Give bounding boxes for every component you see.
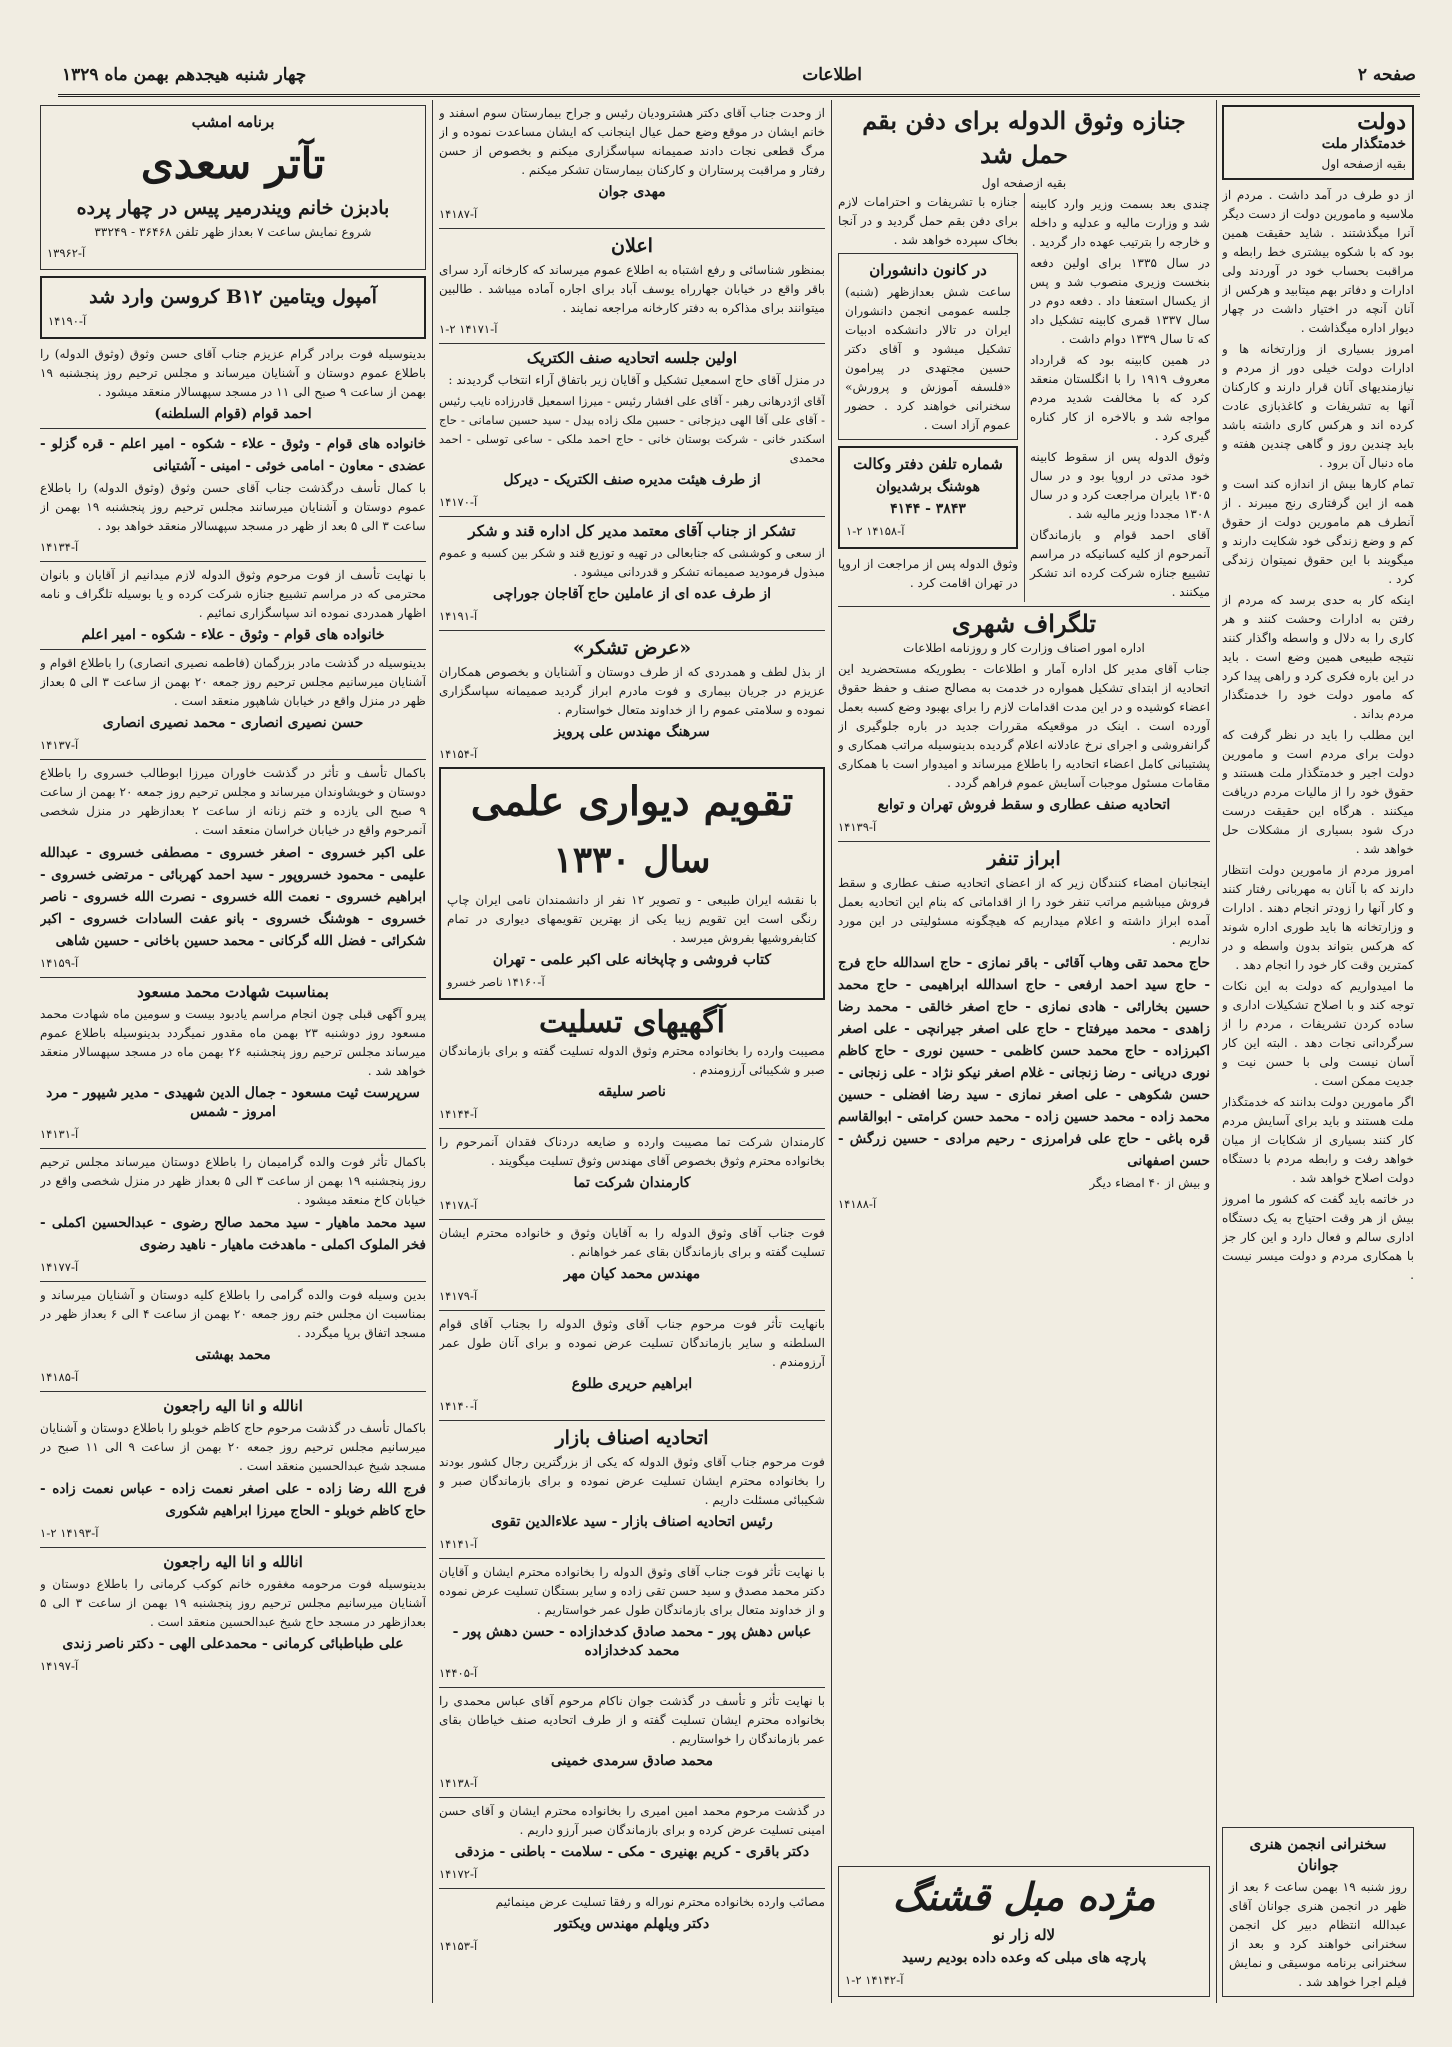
law-office-phones: ۳۸۴۳ - ۴۱۴۴: [890, 501, 966, 517]
condolence-item: [439, 1315, 825, 1416]
ad-code: آ-۱۴۱۷۷: [40, 1260, 79, 1274]
ladies-sign: خانواده های قوام - وثوق - علاء - شکوه - امیر اعلم: [81, 627, 385, 643]
announcement: [439, 233, 825, 339]
ad-code: آ-۱۴۱۵۴: [439, 747, 478, 761]
vitamin-title: آمپول ویتامین B۱۲ کروسن وارد شد: [89, 286, 377, 308]
section-rule: [439, 1310, 825, 1311]
condolence-item: [439, 1042, 825, 1124]
protest-note: و بیش از ۴۰ امضاء دیگر: [1089, 1176, 1210, 1190]
family-condolence-text: با نهایت تأثر فوت جناب آقای وثوق الدوله را بخانواده محترم ایشان و آقایان دکتر محمد مصدق و سید حسن تقی زاده و سایر بستگان تسلیت عرض نموده و از خداوند متعال برای بازماندگان طول عمر خواستاریم .: [439, 1565, 825, 1617]
khoblu-text: باکمال تأسف در گذشت مرحوم حاج کاظم خوبلو را باطلاع دوستان و آشنایان میرسانیم مجلس ترحیم روز جمعه ۲۰ بهمن از ساعت ۹ الی ۱۱ صبح در مسجد شیخ عبدالحسین منعقد است .: [40, 1421, 426, 1473]
beheshti-notice: [40, 1286, 426, 1387]
youth-art-title: سخنرانی انجمن هنری جوانان: [1249, 1835, 1387, 1874]
article-paragraph: آقای احمد قوام و بازماندگان آنمرحوم از کلیه کسانیکه در مراسم تشییع جنازه شرکت کرده اند تشکر میکنند .: [1030, 528, 1210, 599]
razavi-notice: [40, 1153, 426, 1277]
section-rule: [40, 1281, 426, 1282]
editorial-paragraph: در خاتمه باید گفت که کشور ما امروز بیش از هر وقت احتیاج به یک دستگاه اداری سالم و فعال دارد و این کار جز با همکاری مردم و دولت میسر نیست .: [1222, 1192, 1414, 1282]
ad-code: آ-۱۴۱۵۸ ۲-۱: [846, 524, 905, 538]
funeral-headline: جنازه وثوق الدوله برای دفن بقم حمل شد: [862, 106, 1186, 169]
beheshti-sign: محمد بهشتی: [195, 1347, 271, 1363]
protest-title: ابراز تنفر: [987, 848, 1061, 870]
bazaar-union-title: اتحادیه اصناف بازار: [555, 1427, 709, 1449]
section-rule: [439, 630, 825, 631]
show-time: شروع نمایش ساعت ۷ بعداز ظهر تلفن ۳۶۴۶۸ - ۳۳۲۴۹: [94, 225, 372, 239]
bazaar-union-text: فوت مرحوم جناب آقای وثوق الدوله که یکی از بزرگترین رجال کشور بودند را بخانواده محترم ایشان تسلیت عرض نموده و برای بازماندگان صبر و شکیبائی مسئلت داریم .: [439, 1455, 825, 1507]
article-paragraph: جنازه با تشریفات و احترامات لازم برای دفن بقم حمل گردید و در آنجا بخاک سپرده خواهد شد .: [838, 195, 1018, 247]
ladies-text: با نهایت تأسف از فوت مرحوم وثوق الدوله لازم میدانیم از آقایان و بانوان محترمی که در مراسم تشییع جنازه شرکت کرده و یا بوسیله تلگراف و نامه اظهار همدردی نموده اند سپاسگزاری نمائیم .: [40, 568, 426, 620]
article-paragraph: در همین کابینه بود که قرارداد معروف ۱۹۱۹ را با انگلستان منعقد کرد که با مخالفت شدید مردم مواجه شد و بالاخره از کار کناره گیری کرد .: [1030, 353, 1210, 443]
youth-art-text: روز شنبه ۱۹ بهمن ساعت ۶ بعد از ظهر در انجمن هنری جوانان آقای عبدالله انتظام دبیر کل انجمن سخنرانی خواهند کرد و بعد از سخنرانی برنامه موسیقی و نمایش فیلم اجرا خواهد شد .: [1229, 1880, 1407, 1989]
furniture-text: پارچه های مبلی که وعده داده بودیم رسید: [901, 1950, 1147, 1966]
electric-union: [439, 348, 825, 512]
furniture-location: لاله زار نو: [992, 1926, 1056, 1944]
tonight-label: برنامه امشب: [191, 113, 275, 131]
section-rule: [40, 977, 426, 978]
families-notice: [40, 433, 426, 557]
qavam-sign: احمد قوام (قوام السلطنه): [154, 406, 312, 422]
editorial-paragraph: این مطلب را باید در نظر گرفت که دولت برای مردم است و مامورین دولت اجیر و خدمتگذار ملت هستند و حقوق خود را از مالیات مردم دریافت میکنند . هرگاه این حقیقت درست درک شود بسیاری از مشکلات حل خواهد شد .: [1222, 728, 1414, 856]
editorial-paragraph: تمام کارها بیش از اندازه کند است و همه از این گرفتاری رنج میبرند . از آنطرف هم مامورین دولت از حقوق کم و وضع زندگی خود شکایت دارند و میگویند با این حقوق نمیتوان زندگی کرد .: [1222, 477, 1414, 586]
calendar-seller: کتاب فروشی و چاپخانه علی اکبر علمی - تهران: [492, 952, 772, 968]
masoud-notice: [40, 982, 426, 1144]
scholars-text: ساعت شش بعدازظهر (شنبه) جلسه عمومی انجمن دانشوران ایران در تالار دانشکده ادبیات تشکیل میشود و آقای دکتر حسین مجتهدی در پیرامون «فلسفه آموزش و پرورش» سخنرانی خواهند کرد . حضور عموم آزاد است .: [845, 285, 1011, 432]
ad-code: آ-۱۴۱۵۹: [40, 956, 79, 970]
bottom-condolence-text: مصائب وارده بخانواده محترم نوراله و رفقا تسلیت عرض مینمائیم: [495, 1895, 825, 1909]
family-condolence: [439, 1563, 825, 1683]
scholars-title: در کانون دانشوران: [869, 261, 987, 279]
late-condolence: [439, 1802, 825, 1884]
telegraph-text: جناب آقای مدیر کل اداره آمار و اطلاعات - بطوریکه مستحضرید این اتحادیه از ابتدای تشکیل همواره در خدمت به مصالح صنف و حفظ حقوق اعضاء کوشیده و در این مدت اقدامات لازم را برای بهبود وضع کسبه بعمل آورده است . اینک در موقعیکه مقررات جدید در باره جلوگیری از گرانفروشی و اجرای نرخ عادلانه اعلام گردیده بدینوسیله مراتب همکاری و پشتیبانی کامل اعضاء اتحادیه را باطلاع میرساند و امیدوار است با همکاری مقامات مسئول موجبات آسایش عموم فراهم گردد .: [838, 662, 1210, 790]
ad-code: آ-۱۴۱۹۰: [48, 314, 87, 328]
ad-code: آ-۱۴۱۹۳ ۲-۱: [40, 1526, 99, 1540]
khosravi-notice: [40, 764, 426, 973]
vitamin-ad: [40, 276, 426, 339]
khoblu-names: فرج الله رضا زاده - علی اصغر نعمت زاده - عباس نعمت زاده - حاج کاظم خوبلو - الحاج میرزا ابراهیم شکوری: [40, 1481, 426, 1519]
khoblu-notice: [40, 1396, 426, 1543]
page-header: [62, 58, 1416, 92]
column-divider: [831, 100, 832, 2003]
section-rule: [439, 1420, 825, 1421]
gratitude-notice: [439, 635, 825, 764]
section-rule: [439, 343, 825, 344]
editorial-paragraph: اگر مامورین دولت بدانند که خدمتگذار ملت هستند و باید برای آسایش مردم کار کنند بسیاری از شکایات از میان خواهد رفت و رابطه مردم با دستگاه دولت اصلاح خواهد شد .: [1222, 1095, 1414, 1185]
news-column: [838, 102, 1210, 2003]
youth-art-box: [1222, 1827, 1414, 1997]
section-rule: [439, 1128, 825, 1129]
ad-code: آ-۱۴۱۳۸: [439, 1776, 478, 1790]
furniture-ad-title: [845, 1871, 1203, 1923]
hospital-thanks-sign: مهدی جوان: [598, 184, 666, 200]
ad-code: آ-۱۴۱۸۵: [40, 1370, 79, 1384]
scholars-box: [838, 253, 1018, 440]
ansari-sign: حسن نصیری انصاری - محمد نصیری انصاری: [102, 715, 364, 731]
bazaar-union-sign: رئیس اتحادیه اصناف بازار - سید علاءالدین تقوی: [491, 1514, 773, 1530]
ad-code: آ-۱۴۱۷۲: [439, 1867, 478, 1881]
article-paragraph: وثوق الدوله پس از سقوط کابینه خود مدتی در اروپا بود و در سال ۱۳۰۵ بایران مراجعت کرد و در سال ۱۳۰۸ مجددا وزیر مالیه شد .: [1030, 450, 1210, 521]
sugar-thanks-title: تشکر از جناب آقای معتمد مدیر کل اداره قند و شکر: [468, 522, 796, 540]
gratitude-sign: سرهنگ مهندس علی پرویز: [554, 724, 710, 740]
section-rule: [439, 1797, 825, 1798]
ad-code: آ-۱۴۱۹۷: [40, 1659, 79, 1673]
section-rule: [40, 1547, 426, 1548]
young-condolence: [439, 1692, 825, 1793]
article-tail: وثوق الدوله پس از مراجعت از اروپا در تهران اقامت کرد .: [838, 557, 1018, 590]
condolence-sign: ناصر سلیقه: [598, 1084, 666, 1100]
khoblu-title: انالله و انا الیه راجعون: [163, 1397, 303, 1415]
qavam-notice: [40, 345, 426, 424]
sugar-thanks-text: از سعی و کوششی که جنابعالی در تهیه و توزیع قند و شکر بین کسبه و عموم مبذول فرمودید صمیمانه تشکر و قدردانی میشود .: [439, 546, 825, 579]
telegraph-intro: اداره امور اصناف وزارت کار و روزنامه اطلاعات: [903, 641, 1145, 655]
ad-code: آ-۱۴۱۴۴: [439, 1107, 478, 1121]
section-rule: [439, 1219, 825, 1220]
ad-code: آ-۱۴۱۳۱: [40, 1127, 79, 1141]
continued-note: بقیه ازصفحه اول: [981, 176, 1067, 190]
theater-ad: [40, 105, 426, 270]
family-condolence-sign: عباس دهش پور - محمد صادق کدخدازاده - حسن دهش پور - محمد کدخدازاده: [452, 1624, 812, 1659]
ad-code: آ-۱۴۱۸۷: [439, 207, 478, 221]
condolences-section: [439, 1006, 825, 1416]
bazaar-union: [439, 1425, 825, 1554]
editorial-column: [1222, 102, 1414, 2003]
ad-code: آ-۱۴۱۷۸: [439, 1198, 478, 1212]
kermani-title: انالله و انا الیه راجعون: [163, 1553, 303, 1571]
section-rule: [40, 1148, 426, 1149]
ad-code: آ-۱۴۱۹۱: [439, 609, 478, 623]
khosravi-text: باکمال تأسف و تأثر در گذشت خاوران میرزا ابوطالب خسروی را باطلاع دوستان و خویشاوندان میرساند و مجلس ترحیم روز جمعه ۲۰ بهمن از ساعت ۹ صبح الی یازده و ختم زنانه از ساعت ۲ بعدازظهر در منزل شخصی آنمرحوم واقع در خیابان خراسان منعقد است .: [40, 766, 426, 837]
column-divider: [432, 100, 433, 2003]
furniture-brand: مبل قشنگ: [892, 1874, 1064, 1919]
ad-code: آ-۱۴۱۴۱: [439, 1537, 478, 1551]
hospital-thanks: [439, 104, 825, 224]
section-rule: [40, 759, 426, 760]
header-rule: [58, 94, 1420, 97]
section-rule: [40, 649, 426, 650]
law-office-box: [838, 446, 1018, 549]
late-condolence-text: در گذشت مرحوم محمد امین امیری را بخانواده محترم ایشان و آقای حسن امینی تسلیت عرض کرده و برای بازماندگان صبر آرزو داریم .: [439, 1804, 825, 1837]
editorial-title: دولت: [1357, 109, 1406, 135]
families-title: خانواده های قوام - وثوق - علاء - شکوه - امیر اعلم - قره گزلو - عضدی - معاون - امامی خوئی - امینی - آشتیانی: [40, 436, 426, 474]
ad-code: آ-۱۴۱۵۳: [439, 1939, 478, 1953]
kermani-notice: [40, 1552, 426, 1676]
editorial-paragraph: اینکه کار به حدی برسد که مردم از رفتن به ادارات وحشت کنند و هر کاری را به دلال و واسطه واگذار کنند نتیجه طبیعی همین وضع است . باید در این باره فکری کرد و راهی پیدا کرد که مامور دولت خود را خدمتگذار مردم بداند .: [1222, 593, 1414, 721]
masoud-title: بمناسبت شهادت محمد مسعود: [137, 983, 329, 1001]
furniture-ad-box: [838, 1866, 1210, 1997]
condolence-text: کارمندان شرکت تما مصیبت وارده و ضایعه دردناک فقدان آنمرحوم را بخانواده محترم وثوق بخصوص آقای مهندس وثوق تسلیت میگویند .: [439, 1135, 825, 1168]
ad-code: آ-۱۴۴۰۵: [439, 1666, 478, 1680]
good-news-word: مژده: [1077, 1874, 1156, 1919]
masoud-sign: سرپرست ثیت مسعود - جمال الدین شهیدی - مدیر شیپور - مرد امروز - شمس: [46, 1085, 420, 1120]
play-title: بادبزن خانم ویندرمیر پیس در چهار پرده: [76, 197, 390, 219]
section-rule: [40, 561, 426, 562]
razavi-names: سید محمد ماهیار - سید محمد صالح رضوی - عبدالحسین اکملی - فخر الملوک اکملی - ماهدخت ماهیار - ناهید رضوی: [40, 1215, 426, 1253]
death-notices-column: [40, 102, 426, 2003]
hospital-thanks-text: از وحدت جناب آقای دکتر هشترودیان رئیس و جراح بیمارستان سوم اسفند و خانم ایشان در موقع وضع حمل عیال اینجانب که ایشان مساعدت نموده و از مرگ قطعی نجات دادند صمیمانه سپاسگزاری میکنم و بخصوص از حسن رفتار و مراقبت پرستاران و کارکنان بیمارستان تشکر میکنم .: [439, 106, 825, 177]
ad-code: آ-۱۴۱۶۰ ناصر خسرو: [447, 975, 545, 989]
section-rule: [439, 1558, 825, 1559]
section-rule: [838, 841, 1210, 842]
announcement-title: اعلان: [611, 235, 653, 257]
article-paragraph: چندی بعد بسمت وزیر وارد کابینه شد و وزارت مالیه و عدلیه و داخله و خارجه را بترتیب عهده دار گردید .: [1030, 197, 1210, 249]
qavam-text: بدینوسیله فوت برادر گرام عزیزم جناب آقای حسن وثوق (وثوق الدوله) را باطلاع عموم دوستان و آشنایان میرساند و مجلس ترحیم روز پنجشنبه ۱۹ بهمن از ساعت ۹ صبح الی ۱۱ در مسجد سپهسالار منعقد میشود .: [40, 347, 426, 399]
condolence-item: [439, 1133, 825, 1215]
editorial-paragraph: ما امیدواریم که دولت به این نکات توجه کند و با اصلاح تشکیلات اداری و ساده کردن تشریفات ، مردم را از سرگردانی نجات دهد . البته این کار آسان نیست ولی با حسن نیت و جدیت ممکن است .: [1222, 979, 1414, 1088]
calendar-title: تقویم دیواری علمی: [470, 778, 794, 825]
young-condolence-sign: محمد صادق سرمدی خمینی: [551, 1753, 713, 1769]
ansari-text: بدینوسیله در گذشت مادر بزرگمان (فاطمه نصیری انصاری) را باطلاع اقوام و آشنایان میرسانیم مجلس ترحیم روز جمعه ۲۰ بهمن از ساعت ۳ الی ۵ بعداز ظهر در منزل واقع در خیابان شاهپور منعقد است .: [40, 656, 426, 708]
section-rule: [40, 428, 426, 429]
calendar-ad: [439, 767, 825, 1000]
editorial-title-box: [1222, 105, 1414, 180]
gratitude-text: از بذل لطف و همدردی که از طرف دوستان و آشنایان و بخصوص همکاران عزیزم در جریان بیماری و فوت مادرم ابراز گردید صمیمانه سپاسگزاری نموده و سلامتی عموم را از خداوند متعال خواستارم .: [439, 665, 825, 717]
electric-union-text: در منزل آقای حاج اسمعیل تشکیل و آقایان زیر باتفاق آراء انتخاب گردیدند :: [448, 373, 825, 387]
condolence-sign: کارمندان شرکت تما: [573, 1175, 691, 1191]
law-office-title: شماره تلفن دفتر وکالت: [853, 455, 1003, 473]
gratitude-title: «عرض تشکر»: [572, 637, 692, 659]
protest-text: اینجانبان امضاء کنندگان زیر که از اعضای اتحادیه صنف عطاری و سقط فروش میباشیم مراتب تنفر خود را از اقداماتی که بنام این اتحادیه بعمل آمده ابراز داشته و اعلام میداریم که هیچگونه مسئولیتی در این مورد نداریم .: [838, 876, 1210, 947]
young-condolence-text: با نهایت تأثر و تأسف در گذشت جوان ناکام مرحوم آقای عباس محمدی را بخانواده محترم ایشان تسلیت گفته و از طرف اتحادیه صنف خیاطان بقای عمر بازماندگان را خواستاریم .: [439, 1694, 825, 1746]
page-number: صفحه ۲: [1357, 65, 1416, 85]
bottom-condolence-sign: دکتر ویلهلم مهندس ویکتور: [554, 1916, 710, 1932]
protest-section: [838, 846, 1210, 1214]
editorial-paragraph: امروز بسیاری از وزارتخانه ها و ادارات دولت خیلی دور از مردم و نیازمندیهای آنان قرار دارند و کارکنان آنها به تشریفات و کاغذبازی عادت کرده اند و هرکس کاری داشته باشد باید چندین روز و گاهی چندین هفته و ماه دنبال آن برود .: [1222, 342, 1414, 470]
funeral-article: [838, 193, 1210, 602]
razavi-text: باکمال تأثر فوت والده گرامیمان را باطلاع دوستان میرساند مجلس ترحیم روز پنجشنبه ۱۹ بهمن از ساعت ۳ الی ۵ بعداز ظهر در منزل شخصی واقع در خیابان کاخ منعقد میشود .: [40, 1155, 426, 1207]
calendar-text: با نقشه ایران طبیعی - و تصویر ۱۲ نفر از دانشمندان نامی ایران چاپ رنگی است این تقویم زیبا یکی از بهترین تقویمهای دیواری در تمام کتابفروشیها بفروش میرسد .: [447, 893, 817, 945]
beheshti-text: بدین وسیله فوت والده گرامی را باطلاع کلیه دوستان و آشنایان میرساند و بمناسبت ان مجلس ختم روز جمعه ۲۰ بهمن از ساعت ۴ الی ۶ بعداز ظهر در مسجد اتفاق برپا میگردد .: [40, 1288, 426, 1340]
theater-name: تآتر سعدی: [140, 139, 326, 188]
condolence-sign: ابراهیم حریری طلوع: [571, 1376, 693, 1392]
section-rule: [439, 228, 825, 229]
telegraph-title: تلگراف شهری: [951, 609, 1097, 638]
condolences-title: آگهیهای تسلیت: [539, 1005, 725, 1040]
ad-code: آ-۱۳۹۶۲: [47, 246, 86, 260]
telegraph-sign: اتحادیه صنف عطاری و سقط فروش تهران و توابع: [877, 797, 1171, 813]
telegraph-section: [838, 611, 1210, 837]
condolence-text: بانهایت تأثر فوت مرحوم جناب آقای وثوق الدوله را بجناب آقای قوام السلطنه و سایر بازماندگان تسلیت عرض نموده و برای آنان طول عمر آرزومندم .: [439, 1317, 825, 1369]
sugar-thanks-sign: از طرف عده ای از عاملین حاج آقاجان جوراچی: [492, 586, 772, 602]
condolence-item: [439, 1224, 825, 1306]
ansari-notice: [40, 654, 426, 755]
condolence-text: فوت جناب آقای وثوق الدوله را به آقایان وثوق و خانواده محترم ایشان تسلیت گفته و برای بازماندگان بقای عمر خواهانم .: [439, 1226, 825, 1259]
ad-code: آ-۱۴۱۷۹: [439, 1289, 478, 1303]
ad-code: آ-۱۴۱۷۱ ۲-۱: [439, 322, 498, 336]
paper-name: اطلاعات: [802, 65, 862, 85]
law-office-name: هوشنگ برشدیوان: [876, 479, 980, 495]
condolence-sign: مهندس محمد کیان مهر: [563, 1266, 701, 1282]
section-rule: [838, 606, 1210, 607]
notices-column: [439, 102, 825, 2003]
families-text: با کمال تأسف درگذشت جناب آقای حسن وثوق (وثوق الدوله) را باطلاع عموم دوستان و آشنایان میرسانند مجلس ترحیم روز پنجشنبه ۱۹ بهمن از ساعت ۳ الی ۵ بعد از ظهر در مسجد سپهسالار منعقد خواهد بود .: [40, 481, 426, 533]
masoud-text: پیرو آگهی قبلی چون انجام مراسم یادبود بیست و سومین ماه شهادت محمد مسعود روز دوشنبه ۲۳ بهمن ماه مقدور نمیگردد بدینوسیله باطلاع عموم میرساند مجلس ترحیم روز پنجشنبه ۲۶ بهمن ماه در مسجد سپهسالار منعقد خواهد شد .: [40, 1007, 426, 1078]
section-rule: [40, 1391, 426, 1392]
continued-note: بقیه ازصفحه اول: [1321, 157, 1406, 171]
section-rule: [439, 516, 825, 517]
column-divider: [1216, 100, 1217, 2003]
electric-union-title: اولین جلسه اتحادیه صنف الکتریک: [526, 349, 738, 367]
late-condolence-sign: دکتر باقری - کریم بهنیری - مکی - سلامت - باطنی - مزدقی: [454, 1844, 810, 1860]
ad-code: آ-۱۴۱۴۰: [439, 1399, 478, 1413]
ad-code: آ-۱۴۱۸۸: [838, 1197, 877, 1211]
editorial-paragraph: امروز مردم از مامورین دولت انتظار دارند که با آنان به مهربانی رفتار کنند و کار آنها را زودتر انجام دهند . ادارات و وزارتخانه ها باید طوری اداره شوند که هرکس بتواند بدون واسطه و در کمترین وقت کار خود را انجام دهد .: [1222, 863, 1414, 972]
editorial-paragraph: از دو طرف در آمد داشت . مردم از ملاسیه و مامورین دولت از دست دیگر آنرا میگذشتند . شاید حقیقت همین بود که با شکوه بیشتری خط رابطه و مراقبت بحساب خود در آوردند ولی ادارات و دفاتر بهم میتابید و هرکس از آنان آنچه در اختیار داشت در چهار دیوار اداره میگذاشت .: [1222, 188, 1414, 335]
bottom-condolence: [439, 1893, 825, 1956]
sugar-thanks: [439, 521, 825, 626]
electric-union-sign: از طرف هیئت مدیره صنف الکتریک - دیرکل: [503, 472, 761, 488]
condolence-text: مصیبت وارده را بخانواده محترم وثوق الدوله تسلیت گفته و برای بازماندگان صبر و شکیبائی آرزومندم .: [439, 1044, 825, 1077]
ad-code: آ-۱۴۱۳۹: [838, 820, 877, 834]
protest-names: حاج محمد تقی وهاب آقائی - باقر نمازی - حاج اسدالله حاج فرج - حاج سید احمد ارفعی - حاج اسدالله ابراهیمی - حاج محمد حسین بخارائی - هادی نمازی - حاج اصغر خالقی - محمد رضا زاهدی - محمد میرفتاح - حاج علی اصغر جیرانچی - علی اصغر اکبرزاده - حاج محمد حسن کاظمی - حسین نوری - حاج کاظم نوری دریانی - رضا زنجانی - غلام اصغر نیکو نژاد - علی زنجانی - حسن شکوهی - علی اصغر نمازی - سید رضا افضلی - حسین محمد زاده - محمد حسین زاده - محمد حسن کرامتی - ابوالقاسم قره باغی - حاج علی فرامرزی - رحیم مرادی - حسین زرگش - حسن اصفهانی: [838, 955, 1210, 1169]
ladies-notice: [40, 566, 426, 645]
announcement-text: بمنظور شناسائی و رفع اشتباه به اطلاع عموم میرساند که کارخانه آرد سرای باقر واقع در خیابان جهارراه یوسف آباد برای اجاره آماده میباشد . طالبین میتوانند برای مذاکره به دفتر کارخانه مراجعه نمایند .: [439, 263, 825, 315]
kermani-sign: علی طباطبائی کرمانی - محمدعلی الهی - دکتر ناصر زندی: [62, 1636, 404, 1652]
electric-union-members: آقای اژدرهانی رهبر - آقای علی افشار رئیس - میرزا اسمعیل قادرزاده نایب رئیس - آقای علی آقا الهی دیزجانی - حسین ملک زاده بیدل - سید حسین سامانی - حاج اسکندر خانی - شرکت بوستان خانی - حاج احمد ملکی - ساعی توسلی - احمد محمدی: [439, 394, 825, 465]
ad-code: آ-۱۴۱۴۲ ۲-۱: [845, 1973, 904, 1987]
section-rule: [439, 1888, 825, 1889]
ad-code: آ-۱۴۱۳۷: [40, 738, 79, 752]
khosravi-names: علی اکبر خسروی - اصغر خسروی - مصطفی خسروی - عبدالله علیمی - محمود خسروپور - سید احمد کهربائی - مرتضی خسروی - ابراهیم خسروی - نعمت الله خسروی - نصرت الله خسروی - ناصر خسروی - هوشنگ خسروی - بانو عفت السادات خسروی - اکبر شکرائی - فضل الله گرکانی - محمد حسین باخانی - حسین شاهی: [40, 845, 426, 949]
article-paragraph: در سال ۱۳۳۵ برای اولین دفعه بنخست وزیری منصوب شد و پس از یکسال استعفا داد . دفعه دوم در سال ۱۳۳۷ قمری کابینه تشکیل داد که تا سال ۱۳۳۹ دوام داشت .: [1030, 256, 1210, 346]
calendar-year: سال ۱۳۳۰: [553, 839, 711, 881]
section-rule: [439, 1687, 825, 1688]
ad-code: آ-۱۴۱۳۴: [40, 540, 79, 554]
issue-date: چهار شنبه هیجدهم بهمن ماه ۱۳۲۹: [62, 65, 307, 85]
kermani-text: بدینوسیله فوت مرحومه مغفوره خانم کوکب کرمانی را باطلاع دوستان و آشنایان میرسانیم مجلس ترحیم روز پنجشنبه ۱۹ بهمن از ساعت ۳ الی ۵ بعدازظهر در مسجد حاج شیخ عبدالحسین منعقد است .: [40, 1577, 426, 1629]
ad-code: آ-۱۴۱۷۰: [439, 495, 478, 509]
editorial-subtitle: خدمتگذار ملت: [1321, 136, 1406, 152]
